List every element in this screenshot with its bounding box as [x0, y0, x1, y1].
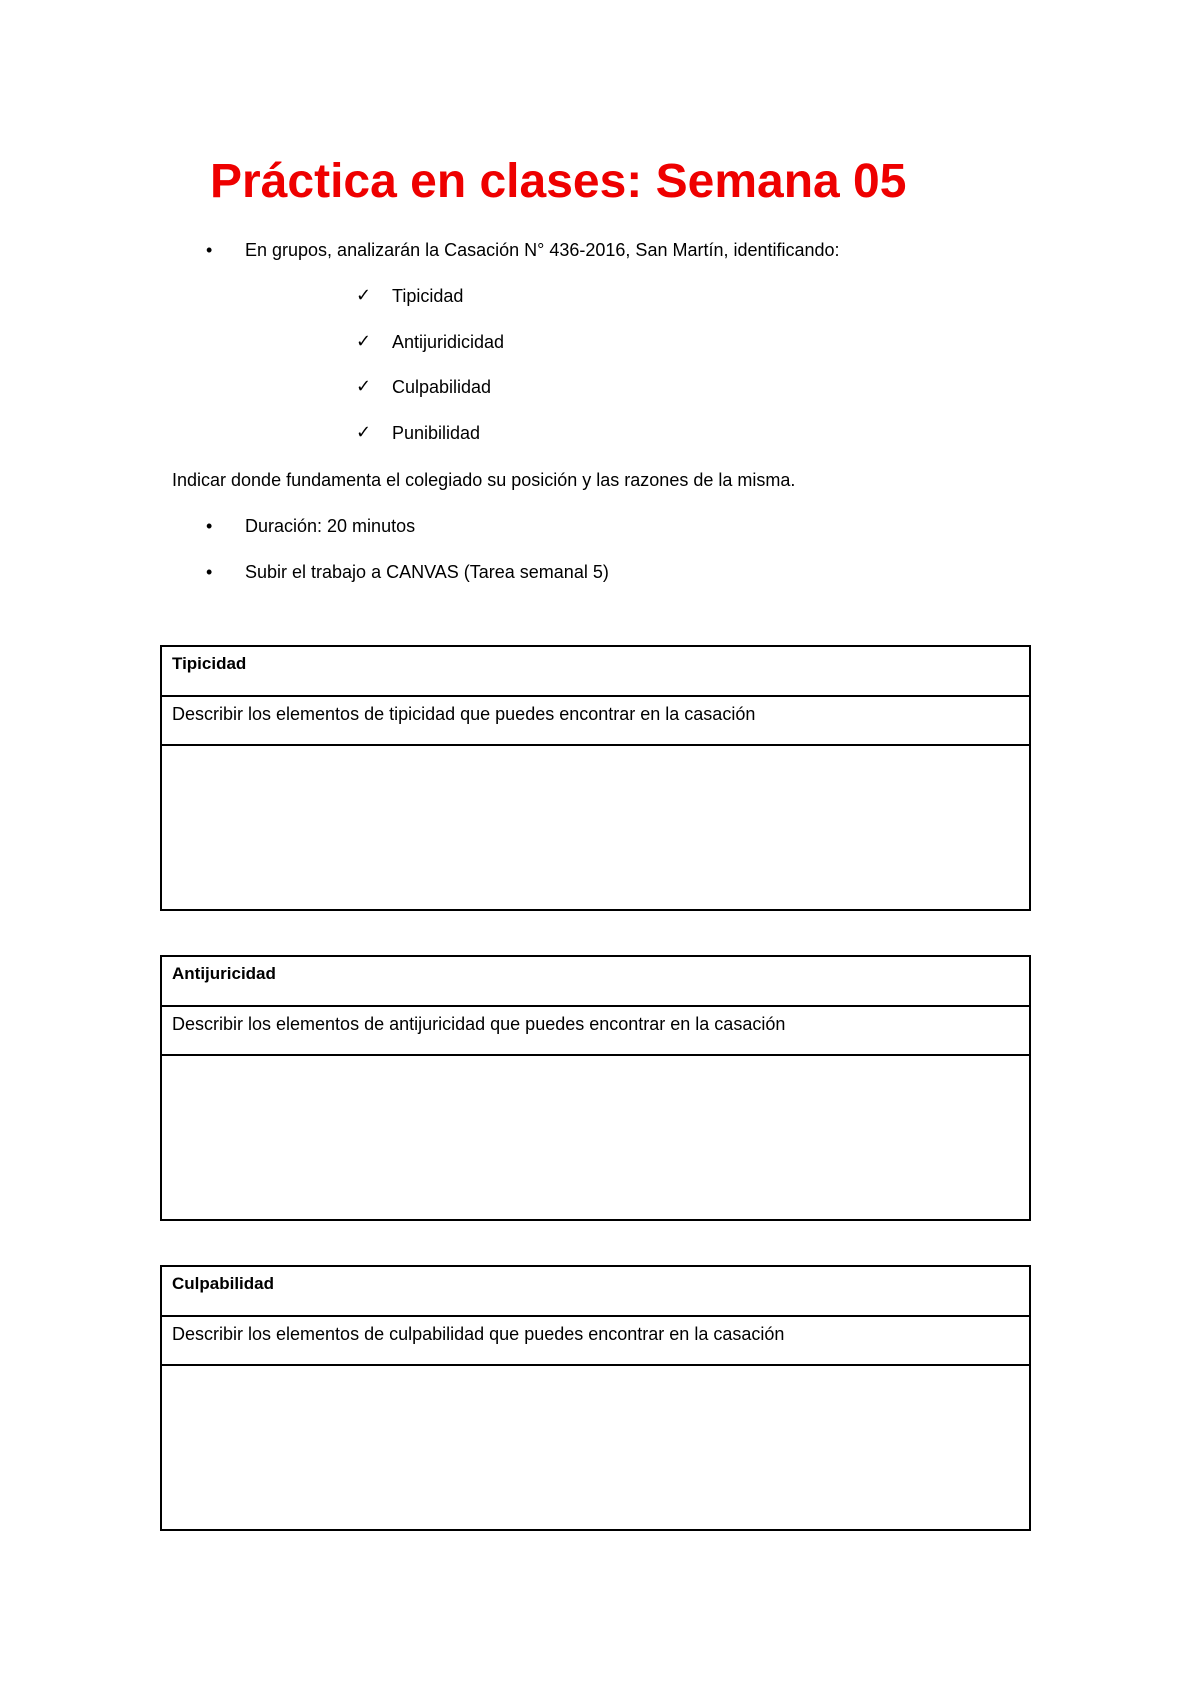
checklist-item: Punibilidad	[392, 423, 481, 443]
bullet-icon: •	[206, 562, 213, 582]
checkmark-icon: ✓	[356, 331, 372, 351]
section-box-tipicidad	[160, 645, 1031, 911]
checkmark-icon: ✓	[356, 376, 372, 396]
instruction-text: Indicar donde fundamenta el colegiado su posición y las razones de la misma.	[172, 470, 796, 490]
checklist-item: Culpabilidad	[392, 377, 492, 397]
section-answer-area[interactable]	[162, 1366, 1029, 1529]
section-answer-area[interactable]	[162, 746, 1029, 909]
bullet-text-upload: Subir el trabajo a CANVAS (Tarea semanal 5)	[245, 562, 609, 582]
checklist-item: Antijuridicidad	[392, 332, 505, 352]
bullet-text-duration: Duración: 20 minutos	[245, 516, 416, 536]
section-description: Describir los elementos de antijuricidad que puedes encontrar en la casación	[162, 1007, 1029, 1056]
section-heading: Tipicidad	[162, 647, 1029, 697]
section-description: Describir los elementos de culpabilidad que puedes encontrar en la casación	[162, 1317, 1029, 1366]
checklist-item: Tipicidad	[392, 286, 464, 306]
bullet-icon: •	[206, 516, 213, 536]
bullet-icon: •	[206, 240, 213, 260]
section-description: Describir los elementos de tipicidad que puedes encontrar en la casación	[162, 697, 1029, 746]
section-box-antijuricidad	[160, 955, 1031, 1221]
section-box-culpabilidad	[160, 1265, 1031, 1531]
intro-bullet-text: En grupos, analizarán la Casación N° 436-2016, San Martín, identificando:	[245, 240, 840, 260]
section-heading: Antijuricidad	[162, 957, 1029, 1007]
section-heading: Culpabilidad	[162, 1267, 1029, 1317]
section-answer-area[interactable]	[162, 1056, 1029, 1219]
checkmark-icon: ✓	[356, 285, 372, 305]
page-title: Práctica en clases: Semana 05	[210, 155, 907, 208]
checkmark-icon: ✓	[356, 422, 372, 442]
